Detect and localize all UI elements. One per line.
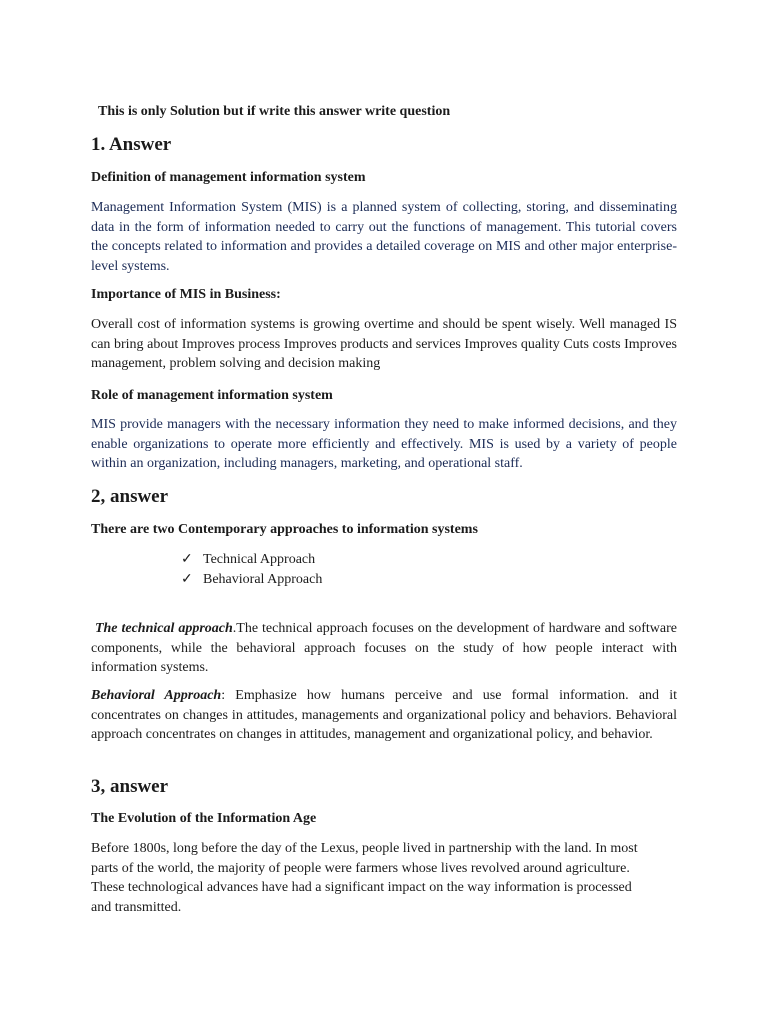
list-item-label: Behavioral Approach — [203, 571, 323, 587]
check-icon: ✓ — [181, 552, 193, 567]
role-paragraph: MIS provide managers with the necessary information they need to make informed decisions, and they enable organizations to operate more efficiently and effectively. MIS is used by a variety of people within an organization, including managers, marketing, and operational staff. — [91, 417, 677, 472]
approaches-heading: There are two Contemporary approaches to information systems — [91, 522, 478, 537]
behavioral-approach-lead: Behavioral Approach — [91, 688, 222, 703]
importance-paragraph: Overall cost of information systems is growing overtime and should be spent wisely. Well managed IS can bring about Improves process Improves products and services Improves quality Cuts costs Improves management, problem solving and decision making — [91, 317, 677, 372]
answer-2-heading: 2, answer — [91, 486, 169, 507]
technical-approach-text: .The technical approach focuses on the development of hardware and software components, while the behavioral approach focuses on the study of how people interact with information systems. — [91, 621, 678, 676]
behavioral-approach-paragraph — [91, 686, 677, 745]
technical-approach-lead: The technical approach — [94, 621, 233, 636]
behavioral-approach-text: : Emphasize how humans perceive and use formal information. and it concentrates on changes in attitudes, managements and organizational policy and behaviors. Behavioral approach concentrates on changes in attitudes, management and organizational policy, and behavior. — [91, 688, 678, 743]
check-icon: ✓ — [181, 571, 193, 587]
instruction-note: This is only Solution but if write this answer write question — [98, 104, 451, 119]
definition-heading: Definition of management information system — [91, 170, 366, 185]
answer-1-heading: 1. Answer — [91, 134, 172, 155]
approaches-list — [181, 550, 322, 589]
technical-approach-paragraph — [91, 619, 677, 678]
evolution-paragraph: Before 1800s, long before the day of the Lexus, people lived in partnership with the land. In most parts of the world, the majority of people were farmers whose lives revolved around agriculture. These technological advances have had a significant impact on the way information is processed and transmitted. — [91, 841, 638, 915]
role-heading: Role of management information system — [91, 388, 333, 403]
list-item-label: Technical Approach — [203, 552, 316, 567]
list-item — [181, 550, 322, 570]
importance-heading: Importance of MIS in Business: — [91, 287, 281, 302]
answer-3-heading: 3, answer — [91, 776, 169, 797]
list-item — [181, 570, 322, 590]
evolution-heading: The Evolution of the Information Age — [91, 811, 317, 826]
definition-paragraph: Management Information System (MIS) is a planned system of collecting, storing, and disseminating data in the form of information needed to carry out the functions of management. This tutorial covers the concepts related to information and provides a detailed coverage on MIS and other major enterprise-level systems. — [91, 200, 677, 274]
